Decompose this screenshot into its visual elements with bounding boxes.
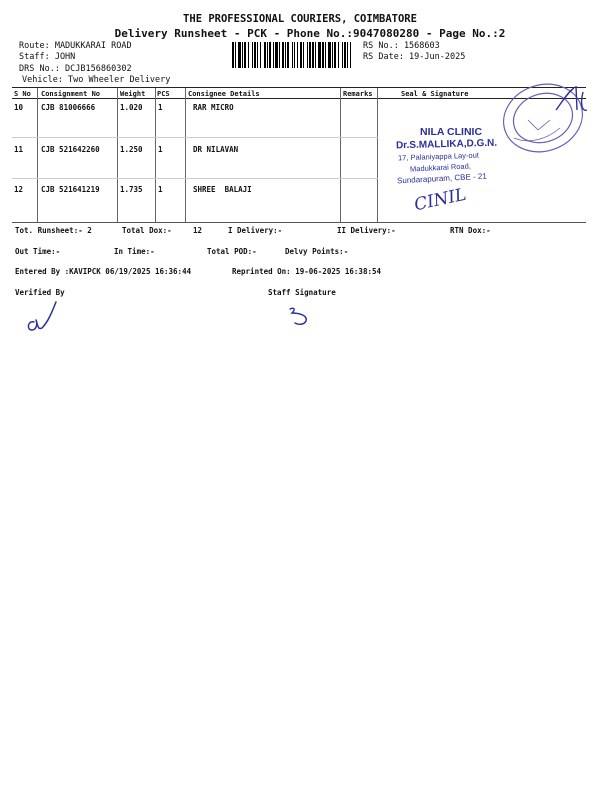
row-consignment: CJB 81006666: [41, 103, 96, 112]
stamp-address-line-3: Sundarapuram, CBE - 21: [396, 171, 488, 186]
verified-by-label: Verified By: [15, 288, 65, 297]
row-consignee: RAR MICRO: [193, 103, 234, 112]
column-header-consignment: Consignment No: [41, 90, 101, 98]
drs-number: DRS No.: DCJB156860302: [19, 64, 132, 74]
reprinted-on: Reprinted On: 19-06-2025 16:38:54: [232, 267, 382, 276]
out-time: Out Time:-: [15, 247, 61, 256]
stamp-address-line-2: Madukkarai Road,: [409, 161, 472, 174]
stamp-doctor-name: Dr.S.MALLIKA,D.G.N.: [395, 137, 498, 152]
i-delivery: I Delivery:-: [228, 226, 283, 235]
row-sno: 10: [14, 103, 24, 112]
row-weight: 1.250: [120, 145, 143, 154]
rs-number: RS No.: 1568603: [363, 41, 440, 51]
delvy-points: Delvy Points:-: [285, 247, 349, 256]
total-pod: Total POD:-: [207, 247, 257, 256]
vehicle-label: Vehicle: Two Wheeler Delivery: [22, 75, 171, 85]
row-consignee: DR NILAVAN: [193, 145, 239, 154]
column-header-seal: Seal & Signature: [401, 90, 469, 98]
total-dox-label: Total Dox:-: [122, 226, 172, 235]
column-header-weight: Weight: [120, 90, 146, 98]
row-pcs: 1: [158, 103, 163, 112]
ii-delivery: II Delivery:-: [337, 226, 396, 235]
staff-label: Staff: JOHN: [19, 52, 76, 62]
staff-signature-label: Staff Signature: [268, 288, 336, 297]
row-sno: 12: [14, 185, 24, 194]
column-header-pcs: PCS: [157, 90, 170, 98]
row-pcs: 1: [158, 145, 163, 154]
column-divider: [117, 88, 118, 222]
rs-date: RS Date: 19-Jun-2025: [363, 52, 466, 62]
row-separator: [12, 178, 378, 179]
column-header-remarks: Remarks: [343, 90, 373, 98]
column-divider: [155, 88, 156, 222]
row-consignment: CJB 521641219: [41, 185, 100, 194]
row-consignment: CJB 521642260: [41, 145, 100, 154]
row-weight: 1.020: [120, 103, 143, 112]
column-divider: [340, 88, 341, 222]
entered-by: Entered By :KAVIPCK 06/19/2025 16:36:44: [15, 267, 192, 276]
column-divider: [185, 88, 186, 222]
rtn-dox: RTN Dox:-: [450, 226, 491, 235]
row-pcs: 1: [158, 185, 163, 194]
route-label: Route: MADUKKARAI ROAD: [19, 41, 132, 51]
in-time: In Time:-: [114, 247, 155, 256]
row-separator: [12, 137, 378, 138]
handwritten-signature: CINIL: [412, 184, 469, 216]
total-dox-value: 12: [193, 226, 203, 235]
runsheet-subtitle: Delivery Runsheet - PCK - Phone No.:9047080280 - Page No.:2: [114, 27, 506, 40]
barcode-bar: [351, 42, 354, 68]
row-weight: 1.735: [120, 185, 143, 194]
column-header-consignee: Consignee Details: [188, 90, 260, 98]
column-divider: [37, 88, 38, 222]
barcode-image: [232, 42, 354, 68]
company-title: THE PROFESSIONAL COURIERS, COIMBATORE: [183, 13, 417, 25]
verified-by-signature: [22, 298, 62, 338]
row-sno: 11: [14, 145, 24, 154]
stamp-address-line-1: 17, Palaniyappa Lay-out: [397, 150, 480, 163]
staff-signature-mark: [286, 303, 316, 331]
stamp-clinic-name: NILA CLINIC: [420, 126, 483, 138]
row-consignee: SHREE BALAJI: [193, 185, 252, 194]
column-header-sno: S No: [14, 90, 31, 98]
tot-runsheet: Tot. Runsheet:- 2: [15, 226, 92, 235]
